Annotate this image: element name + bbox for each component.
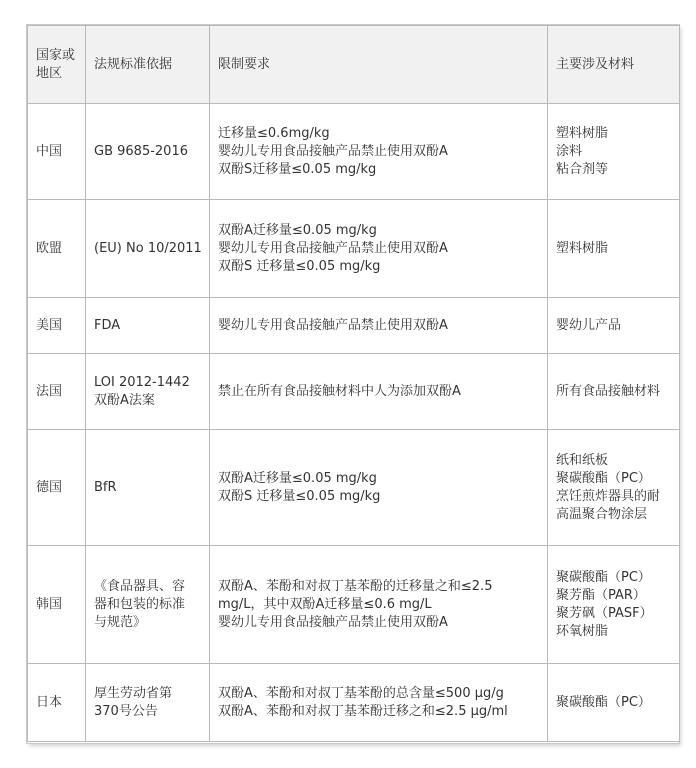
- table-row: [28, 298, 680, 354]
- cell-materials: 纸和纸板 聚碳酸酯（PC） 烹饪煎炸器具的耐 高温聚合物涂层: [548, 430, 680, 546]
- cell-basis: GB 9685-2016: [86, 104, 210, 200]
- cell-materials: 聚碳酸酯（PC） 聚芳酯（PAR） 聚芳砜（PASF） 环氧树脂: [548, 546, 680, 664]
- cell-materials: 塑料树脂 涂料 粘合剂等: [548, 104, 680, 200]
- cell-materials: 所有食品接触材料: [548, 354, 680, 430]
- cell-requirements: 双酚A、苯酚和对叔丁基苯酚的总含量≤500 μg/g 双酚A、苯酚和对叔丁基苯酚迁移之和≤2.5 μg/ml: [210, 664, 548, 742]
- cell-requirements: 迁移量≤0.6mg/kg 婴幼儿专用食品接触产品禁止使用双酚A 双酚S迁移量≤0.05 mg/kg: [210, 104, 548, 200]
- cell-basis: BfR: [86, 430, 210, 546]
- table-row: [28, 664, 680, 742]
- header-basis: 法规标准依据: [86, 26, 210, 104]
- bpa-regulation-table: [27, 25, 680, 742]
- cell-requirements: 婴幼儿专用食品接触产品禁止使用双酚A: [210, 298, 548, 354]
- cell-country: 美国: [28, 298, 86, 354]
- cell-basis: 《食品器具、容 器和包装的标准 与规范》: [86, 546, 210, 664]
- cell-requirements: 禁止在所有食品接触材料中人为添加双酚A: [210, 354, 548, 430]
- cell-requirements: 双酚A迁移量≤0.05 mg/kg 婴幼儿专用食品接触产品禁止使用双酚A 双酚S 迁移量≤0.05 mg/kg: [210, 200, 548, 298]
- cell-country: 法国: [28, 354, 86, 430]
- table-row: [28, 354, 680, 430]
- cell-requirements: 双酚A、苯酚和对叔丁基苯酚的迁移量之和≤2.5 mg/L，其中双酚A迁移量≤0.6 mg/L 婴幼儿专用食品接触产品禁止使用双酚A: [210, 546, 548, 664]
- header-materials: 主要涉及材料: [548, 26, 680, 104]
- cell-country: 欧盟: [28, 200, 86, 298]
- cell-materials: 婴幼儿产品: [548, 298, 680, 354]
- cell-materials: 塑料树脂: [548, 200, 680, 298]
- cell-country: 韩国: [28, 546, 86, 664]
- table-row: [28, 104, 680, 200]
- cell-requirements: 双酚A迁移量≤0.05 mg/kg 双酚S 迁移量≤0.05 mg/kg: [210, 430, 548, 546]
- header-country: 国家或地区: [28, 26, 86, 104]
- document-sheet: [27, 25, 679, 743]
- table-row: [28, 430, 680, 546]
- table-header-row: [28, 26, 680, 104]
- table-row: [28, 200, 680, 298]
- cell-basis: FDA: [86, 298, 210, 354]
- table-body: [28, 104, 680, 742]
- cell-country: 日本: [28, 664, 86, 742]
- cell-country: 德国: [28, 430, 86, 546]
- cell-basis: (EU) No 10/2011: [86, 200, 210, 298]
- cell-basis: 厚生劳动省第 370号公告: [86, 664, 210, 742]
- cell-country: 中国: [28, 104, 86, 200]
- table-row: [28, 546, 680, 664]
- cell-materials: 聚碳酸酯（PC）: [548, 664, 680, 742]
- cell-basis: LOI 2012-1442 双酚A法案: [86, 354, 210, 430]
- header-requirements: 限制要求: [210, 26, 548, 104]
